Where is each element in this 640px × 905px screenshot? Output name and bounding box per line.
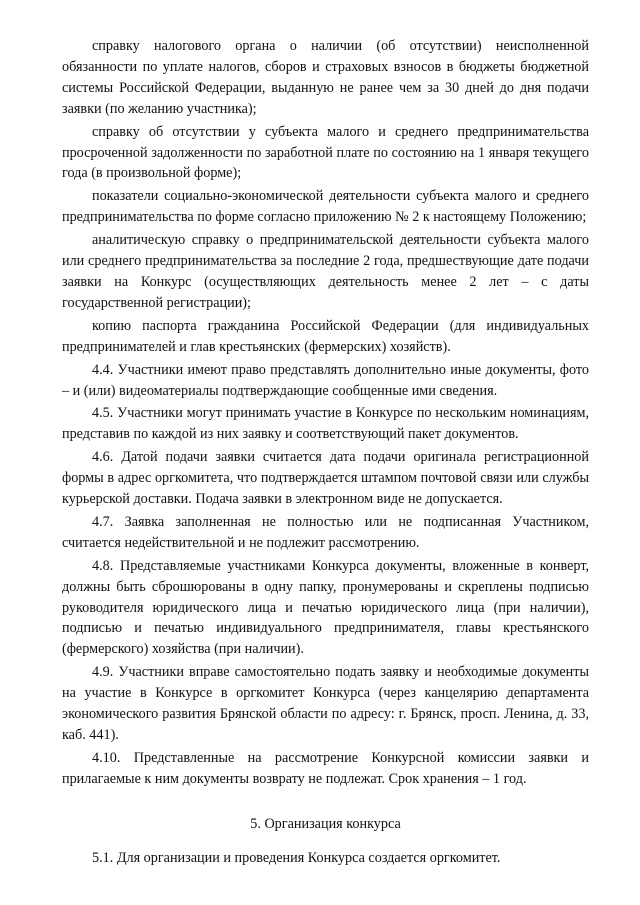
paragraph-tax-certificate: справку налогового органа о наличии (об отсутствии) неисполненной обязанности по уплате налогов, сборов и страховых взносов в бюджеты бюджетной системы Российской Федерации, выданную не ранее чем за 30 дней до дня подачи заявки (по желанию участника); bbox=[62, 38, 589, 117]
paragraph-economic-indicators: показатели социально-экономической деятельности субъекта малого и среднего предпринимательства по форме согласно приложению № 2 к настоящему Положению; bbox=[62, 188, 589, 226]
paragraph-4-10: 4.10. Представленные на рассмотрение Конкурсной комиссии заявки и прилагаемые к ним документы возврату не подлежат. Срок хранения – 1 год. bbox=[62, 749, 589, 787]
paragraph-salary-debt-certificate: справку об отсутствии у субъекта малого и среднего предпринимательства просроченной задолженности по заработной плате по состоянию на 1 января текущего года (в произвольной форме); bbox=[62, 123, 589, 182]
document-body bbox=[62, 36, 589, 869]
paragraph-4-5: 4.5. Участники могут принимать участие в Конкурсе по нескольким номинациям, представив по каждой из них заявку и соответствующий пакет документов. bbox=[62, 405, 589, 443]
paragraph-analytical-report: аналитическую справку о предпринимательской деятельности субъекта малого или среднего предпринимательства за последние 2 года, предшествующие дате подачи заявки на Конкурс (осуществляющих деятельность менее 2 лет – с даты государственной регистрации); bbox=[62, 232, 589, 311]
paragraph-4-6: 4.6. Датой подачи заявки считается дата подачи оригинала регистрационной формы в адрес оргкомитета, что подтверждается штампом почтовой связи или службы курьерской доставки. Подача заявки в электронном виде не допускается. bbox=[62, 449, 589, 508]
paragraph-4-9: 4.9. Участники вправе самостоятельно подать заявку и необходимые документы на участие в Конкурсе в оргкомитет Конкурса (через канцелярию департамента экономического развития Брянской области по адресу: г. Брянск, просп. Ленина, д. 33, каб. 441). bbox=[62, 664, 589, 743]
paragraph-4-7: 4.7. Заявка заполненная не полностью или не подписанная Участником, считается недействительной и не подлежит рассмотрению. bbox=[62, 513, 589, 551]
paragraph-4-8: 4.8. Представляемые участниками Конкурса документы, вложенные в конверт, должны быть сброшюрованы в одну папку, пронумерованы и скреплены подписью руководителя юридического лица и печатью юридического лица (при наличии), подписью и печатью индивидуального предпринимателя, главы крестьянского (фермерского) хозяйства (при наличии). bbox=[62, 557, 589, 658]
paragraph-passport-copy: копию паспорта гражданина Российской Федерации (для индивидуальных предпринимателей и глав крестьянских (фермерских) хозяйств). bbox=[62, 317, 589, 355]
paragraph-5-1: 5.1. Для организации и проведения Конкурса создается оргкомитет. bbox=[92, 849, 501, 866]
section-heading: 5. Организация конкурса bbox=[250, 815, 401, 832]
paragraph-4-4: 4.4. Участники имеют право представлять дополнительно иные документы, фото – и (или) видеоматериалы подтверждающие сообщенные ими сведения. bbox=[62, 361, 589, 399]
